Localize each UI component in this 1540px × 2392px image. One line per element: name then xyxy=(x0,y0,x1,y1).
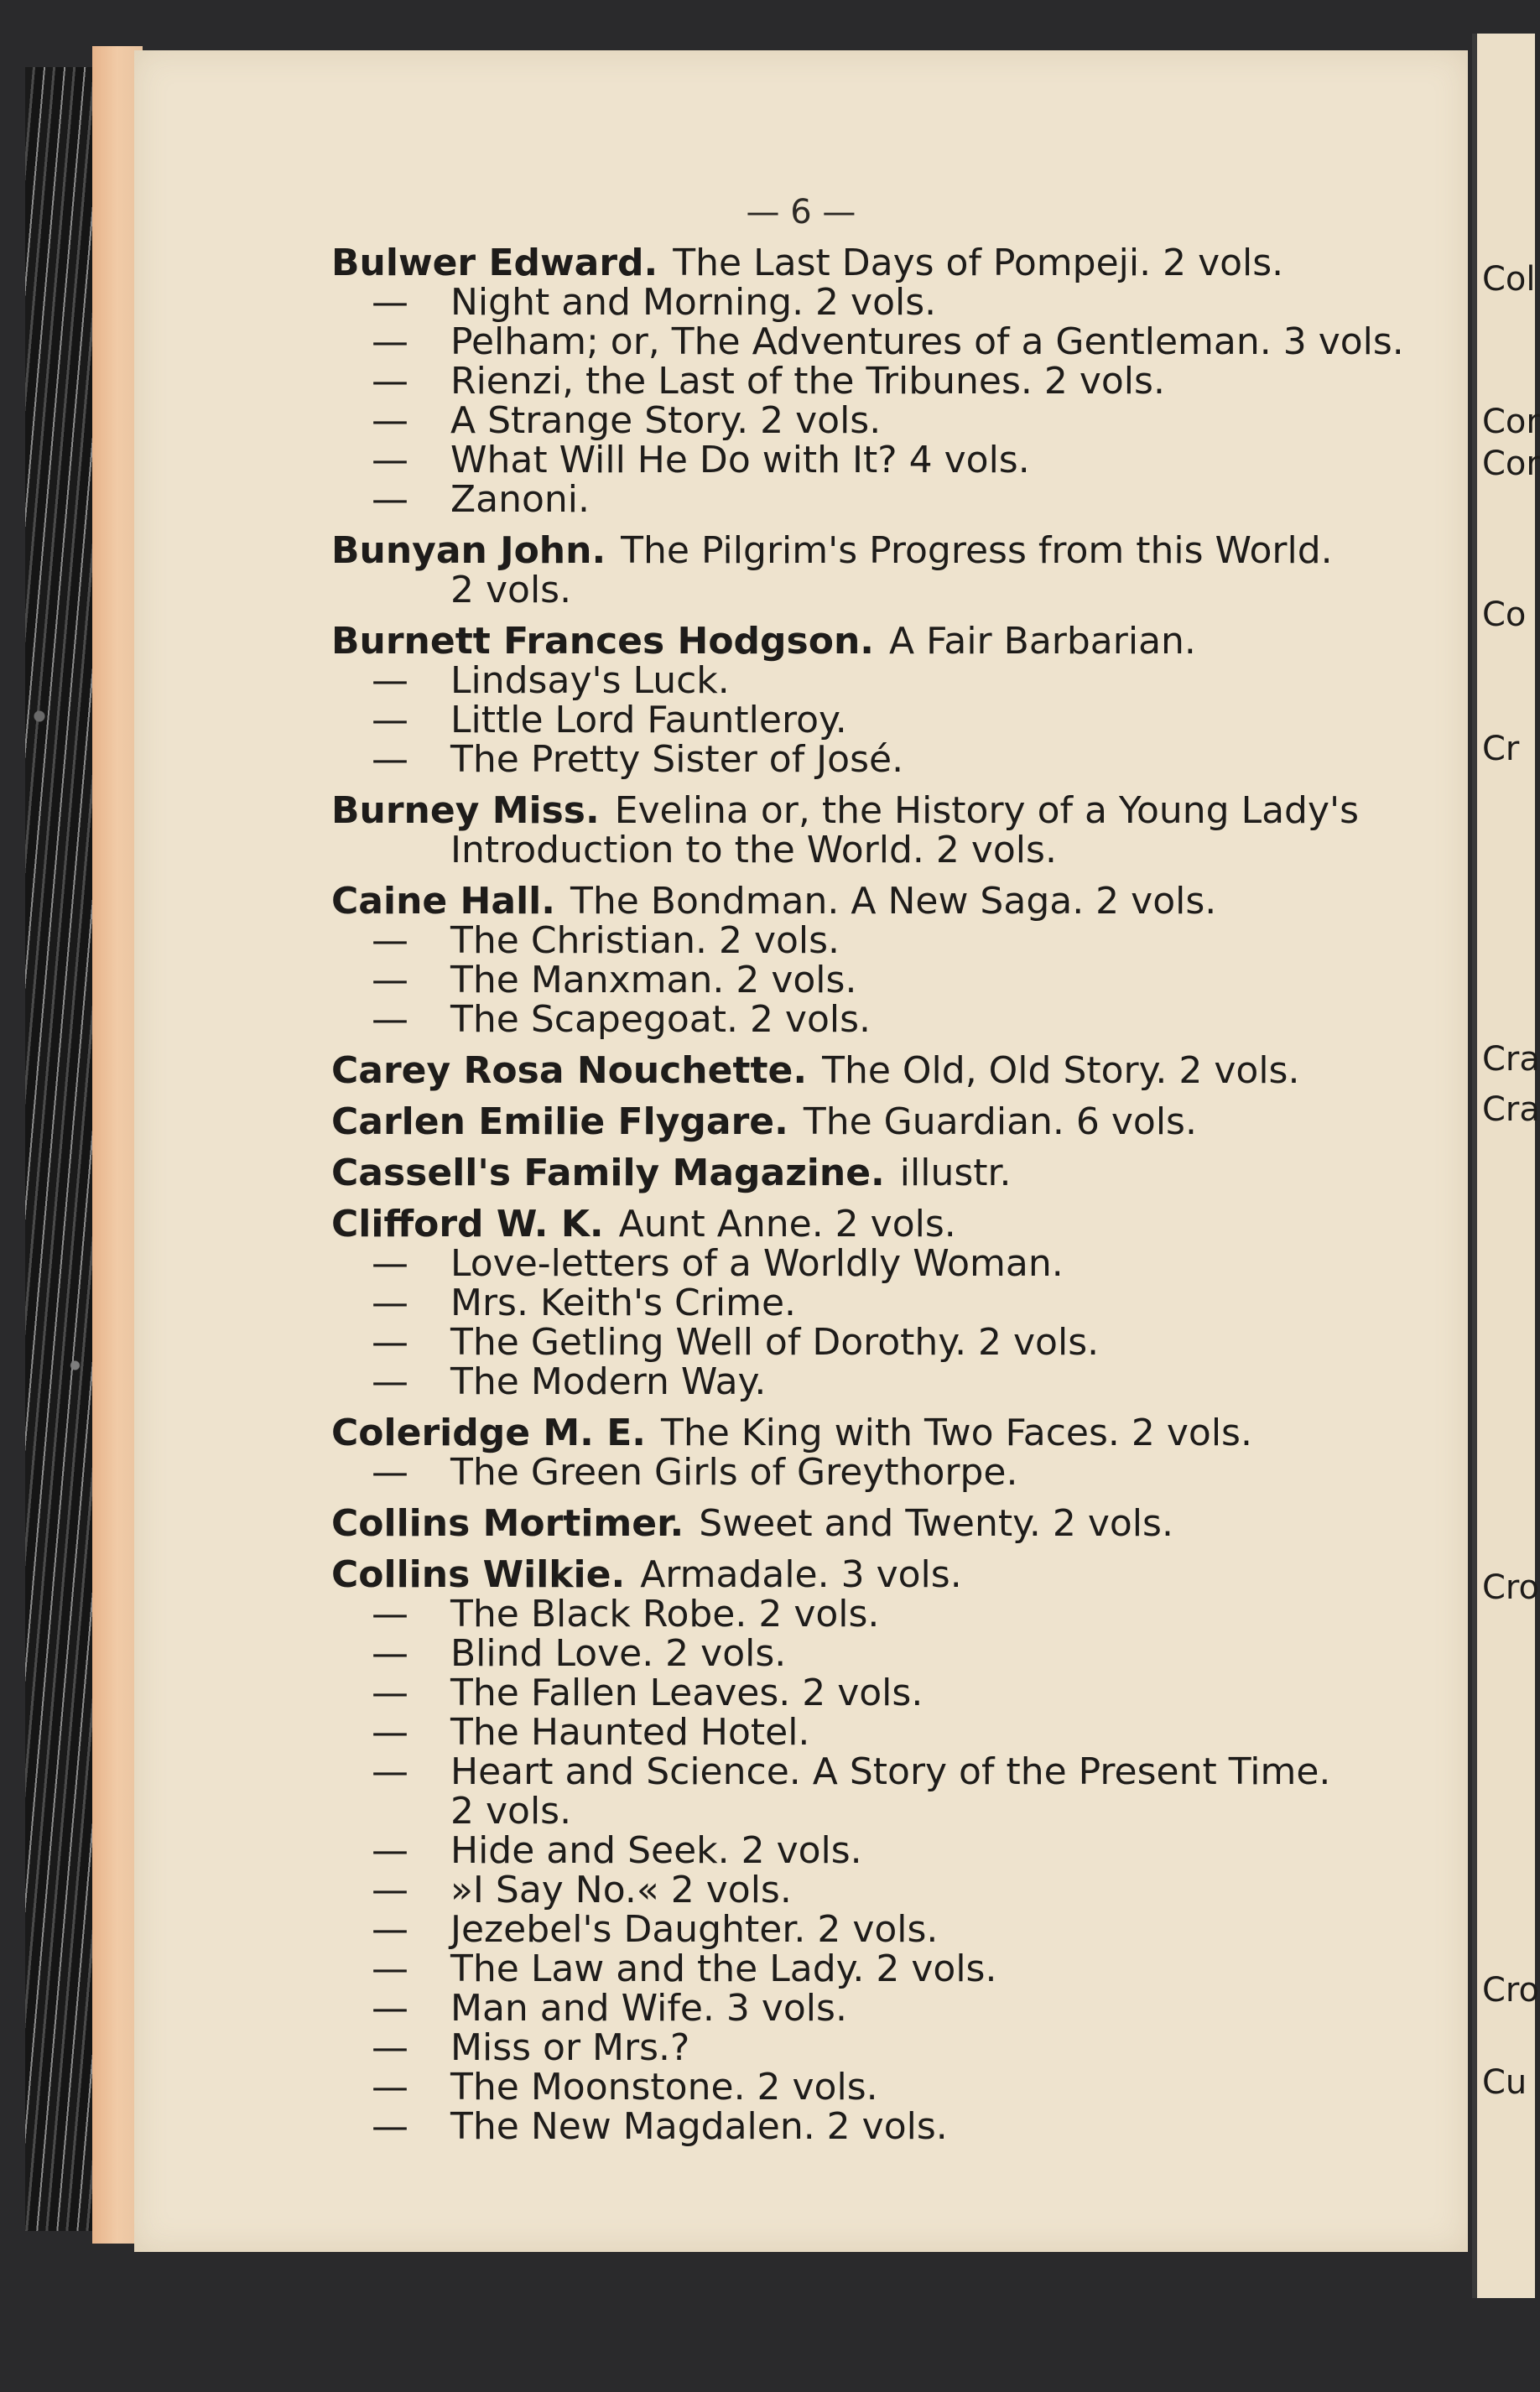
dash-mark: — xyxy=(372,2105,408,2148)
entry-heading xyxy=(331,1413,1439,1453)
entry-title: illustr. xyxy=(899,1152,1012,1194)
sub-title xyxy=(331,1949,1439,1989)
dash-mark: — xyxy=(372,1711,408,1754)
dash-mark: — xyxy=(372,2026,408,2069)
sub-title-text: Lindsay's Luck. xyxy=(450,659,730,702)
sub-title xyxy=(331,1362,1439,1401)
entry-title: The Guardian. 6 vols. xyxy=(803,1100,1197,1143)
catalogue-entry xyxy=(331,1555,1439,2146)
sub-title xyxy=(331,1000,1439,1039)
sub-title-text: Blind Love. 2 vols. xyxy=(450,1632,787,1675)
facing-page-fragment: Cro xyxy=(1482,1568,1539,1607)
facing-page-fragment: Cor xyxy=(1482,445,1540,483)
entry-heading xyxy=(331,531,1439,570)
sub-title-text: The Fallen Leaves. 2 vols. xyxy=(450,1672,923,1714)
author-name: Coleridge M. E. xyxy=(331,1412,646,1454)
dash-mark: — xyxy=(372,1593,408,1635)
sub-title-text: Mrs. Keith's Crime. xyxy=(450,1282,797,1324)
sub-title-text: Miss or Mrs.? xyxy=(450,2026,690,2069)
dash-mark: — xyxy=(372,1829,408,1872)
entry-heading xyxy=(331,621,1439,661)
catalogue-entry xyxy=(331,1504,1439,1543)
sub-title-text: The Black Robe. 2 vols. xyxy=(450,1593,880,1635)
dash-mark: — xyxy=(372,1947,408,1990)
sub-title-text: The Manxman. 2 vols. xyxy=(450,959,857,1001)
entry-heading xyxy=(331,791,1439,830)
entry-heading xyxy=(331,1051,1439,1090)
sub-title xyxy=(331,700,1439,740)
sub-title-text: Night and Morning. 2 vols. xyxy=(450,281,937,324)
dash-mark: — xyxy=(372,1908,408,1951)
catalogue-entry xyxy=(331,881,1439,1039)
entry-heading xyxy=(331,881,1439,921)
author-name: Clifford W. K. xyxy=(331,1203,604,1245)
book-binding xyxy=(25,67,96,2231)
sub-title-text: Heart and Science. A Story of the Present Time. xyxy=(450,1750,1331,1793)
sub-title xyxy=(331,661,1439,700)
dash-mark: — xyxy=(372,1242,408,1285)
entry-heading xyxy=(331,1102,1439,1141)
sub-title xyxy=(331,1673,1439,1713)
author-name: Burney Miss. xyxy=(331,789,600,832)
dash-mark: — xyxy=(372,1632,408,1675)
author-name: Carlen Emilie Flygare. xyxy=(331,1100,788,1143)
author-name: Burnett Frances Hodgson. xyxy=(331,620,875,663)
catalogue-entry xyxy=(331,531,1439,610)
sub-title xyxy=(331,1870,1439,1910)
sub-title xyxy=(331,1453,1439,1492)
sub-title-text: The Getling Well of Dorothy. 2 vols. xyxy=(450,1321,1100,1364)
sub-title-text: Love-letters of a Worldly Woman. xyxy=(450,1242,1064,1285)
entry-heading xyxy=(331,243,1439,283)
sub-title-text: Pelham; or, The Adventures of a Gentleman. 3 vols. xyxy=(450,320,1404,363)
sub-title-text: What Will He Do with It? 4 vols. xyxy=(450,439,1030,481)
entry-title: Aunt Anne. 2 vols. xyxy=(618,1203,956,1245)
sub-title-text: »I Say No.« 2 vols. xyxy=(450,1869,792,1911)
facing-page-fragment: Cr xyxy=(1482,730,1520,768)
sub-title-text: The Christian. 2 vols. xyxy=(450,919,840,962)
entry-title: The Bondman. A New Saga. 2 vols. xyxy=(570,880,1217,923)
sub-title xyxy=(331,1283,1439,1323)
dash-mark: — xyxy=(372,738,408,781)
sub-title-continuation: 2 vols. xyxy=(450,1790,572,1833)
sub-title-text: The Haunted Hotel. xyxy=(450,1711,810,1754)
facing-page-fragment: Cra xyxy=(1482,1090,1540,1129)
author-name: Cassell's Family Magazine. xyxy=(331,1152,885,1194)
catalogue-entry xyxy=(331,1051,1439,1090)
dash-mark: — xyxy=(372,1987,408,2030)
dash-mark: — xyxy=(372,2066,408,2109)
sub-title xyxy=(331,361,1439,401)
facing-page-fragment: Cro xyxy=(1482,1971,1539,2010)
catalogue-entry xyxy=(331,791,1439,870)
entry-title: The Pilgrim's Progress from this World. xyxy=(621,529,1333,572)
facing-page-fragment: Co xyxy=(1482,595,1527,634)
facing-page-fragment: Col xyxy=(1482,260,1536,299)
sub-title-text: The Pretty Sister of José. xyxy=(450,738,904,781)
author-name: Bulwer Edward. xyxy=(331,242,658,284)
dash-mark: — xyxy=(372,959,408,1001)
dash-mark: — xyxy=(372,399,408,442)
dash-mark: — xyxy=(372,699,408,741)
dash-mark: — xyxy=(372,919,408,962)
sub-title xyxy=(331,1752,1439,1791)
sub-title xyxy=(331,283,1439,322)
dash-mark: — xyxy=(372,1672,408,1714)
entry-title: Evelina or, the History of a Young Lady's xyxy=(614,789,1360,832)
catalogue-entries xyxy=(331,243,1439,2146)
entry-title: Sweet and Twenty. 2 vols. xyxy=(699,1502,1173,1545)
entry-heading xyxy=(331,1504,1439,1543)
facing-page-fragment: Cor xyxy=(1482,403,1540,441)
sub-title xyxy=(331,1244,1439,1283)
sub-title-text: The Law and the Lady. 2 vols. xyxy=(450,1947,997,1990)
entry-title: The Old, Old Story. 2 vols. xyxy=(822,1049,1300,1092)
sub-title xyxy=(331,2107,1439,2146)
entry-heading xyxy=(331,1555,1439,1594)
sub-title-text: The Scapegoat. 2 vols. xyxy=(450,998,871,1041)
sub-title-text: Zanoni. xyxy=(450,478,591,521)
author-name: Collins Mortimer. xyxy=(331,1502,684,1545)
sub-title xyxy=(331,1323,1439,1362)
entry-continuation: Introduction to the World. 2 vols. xyxy=(450,829,1057,871)
author-name: Collins Wilkie. xyxy=(331,1553,626,1596)
author-name: Bunyan John. xyxy=(331,529,606,572)
facing-page-fragment: Cra xyxy=(1482,1040,1540,1079)
sub-title-text: A Strange Story. 2 vols. xyxy=(450,399,882,442)
sub-title xyxy=(331,740,1439,779)
sub-title xyxy=(331,480,1439,519)
entry-title: The King with Two Faces. 2 vols. xyxy=(660,1412,1252,1454)
dash-mark: — xyxy=(372,1451,408,1494)
sub-title xyxy=(331,1910,1439,1949)
dash-mark: — xyxy=(372,1750,408,1793)
catalogue-entry xyxy=(331,1102,1439,1141)
entry-title: A Fair Barbarian. xyxy=(889,620,1196,663)
dash-mark: — xyxy=(372,1321,408,1364)
dash-mark: — xyxy=(372,998,408,1041)
sub-title xyxy=(331,960,1439,1000)
dash-mark: — xyxy=(372,281,408,324)
sub-title xyxy=(331,1713,1439,1752)
entry-heading xyxy=(331,1204,1439,1244)
sub-title-text: The New Magdalen. 2 vols. xyxy=(450,2105,948,2148)
sub-title xyxy=(331,2028,1439,2067)
dash-mark: — xyxy=(372,320,408,363)
sub-title-text: The Green Girls of Greythorpe. xyxy=(450,1451,1018,1494)
dash-mark: — xyxy=(372,478,408,521)
entry-title: The Last Days of Pompeji. 2 vols. xyxy=(673,242,1284,284)
sub-title xyxy=(331,2067,1439,2107)
entry-title: Armadale. 3 vols. xyxy=(640,1553,962,1596)
entry-continuation: 2 vols. xyxy=(450,569,572,611)
entry-heading xyxy=(331,1153,1439,1193)
sub-title-text: The Moonstone. 2 vols. xyxy=(450,2066,878,2109)
sub-title-text: Man and Wife. 3 vols. xyxy=(450,1987,847,2030)
sub-title xyxy=(331,1831,1439,1870)
dash-mark: — xyxy=(372,1869,408,1911)
sub-title-text: Hide and Seek. 2 vols. xyxy=(450,1829,862,1872)
dash-mark: — xyxy=(372,360,408,403)
dash-mark: — xyxy=(372,1360,408,1403)
catalogue-entry xyxy=(331,1413,1439,1492)
sub-title-text: The Modern Way. xyxy=(450,1360,767,1403)
catalogue-entry xyxy=(331,1153,1439,1193)
dash-mark: — xyxy=(372,439,408,481)
facing-page-fragment: Cu xyxy=(1482,2063,1527,2102)
sub-title xyxy=(331,322,1439,361)
sub-title-text: Rienzi, the Last of the Tribunes. 2 vols. xyxy=(450,360,1165,403)
dash-mark: — xyxy=(372,1282,408,1324)
sub-title xyxy=(331,1594,1439,1634)
author-name: Carey Rosa Nouchette. xyxy=(331,1049,808,1092)
facing-page xyxy=(1472,34,1540,2298)
sub-title xyxy=(331,401,1439,440)
catalogue-entry xyxy=(331,243,1439,519)
catalogue-entry xyxy=(331,621,1439,779)
dash-mark: — xyxy=(372,659,408,702)
sub-title xyxy=(331,1989,1439,2028)
sub-title xyxy=(331,921,1439,960)
sub-title xyxy=(331,1634,1439,1673)
sub-title xyxy=(331,440,1439,480)
page-number: — 6 — xyxy=(746,193,856,231)
sub-title-text: Jezebel's Daughter. 2 vols. xyxy=(450,1908,939,1951)
author-name: Caine Hall. xyxy=(331,880,555,923)
catalogue-entry xyxy=(331,1204,1439,1401)
sub-title-text: Little Lord Fauntleroy. xyxy=(450,699,847,741)
